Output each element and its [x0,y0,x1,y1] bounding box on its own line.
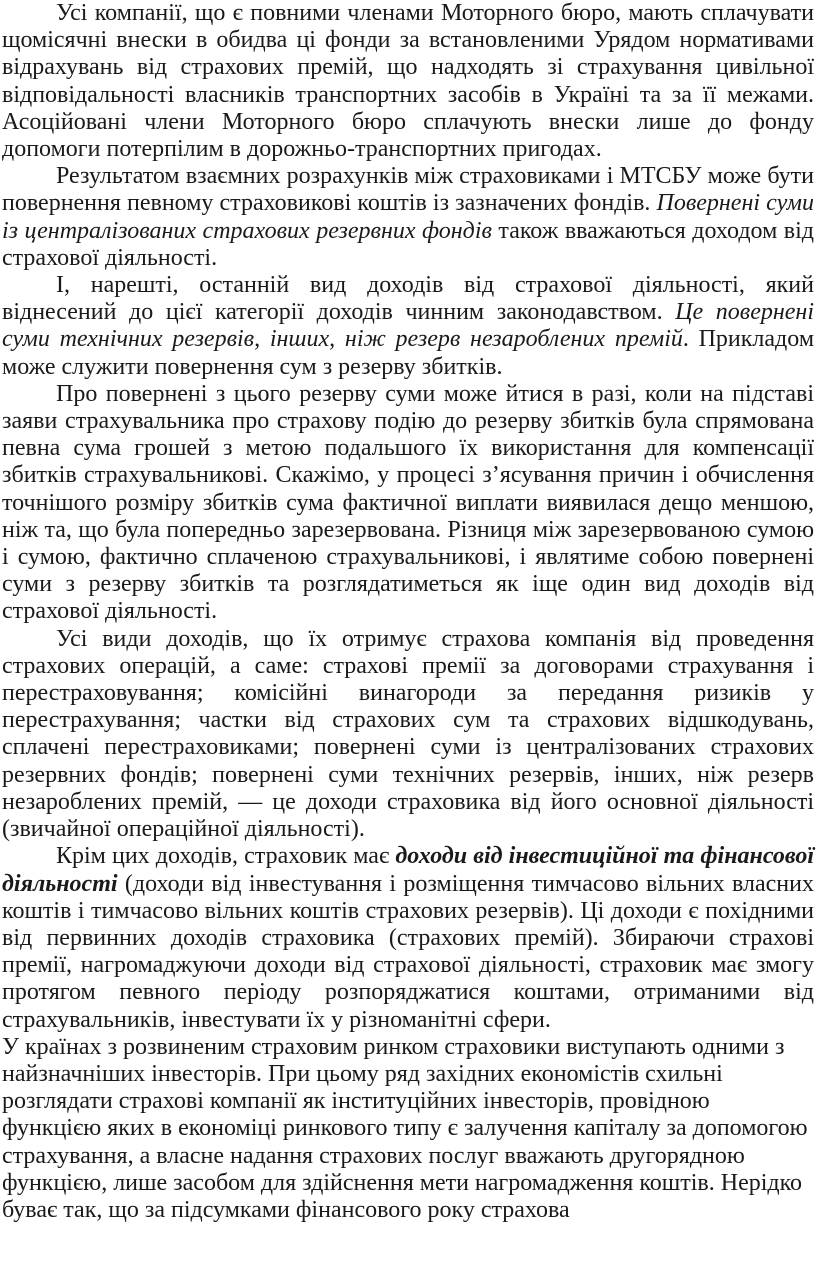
paragraph-technical-reserves [2,272,814,381]
paragraph-text: (доходи від інвестування і розміщення тимчасово вільних власних коштів і тимчасово вільних коштів страхових резервів). Ці доходи є похідними від первинних доходів страховика (страхових премій). Збираючи страхові премії, нагромаджуючи доходи від страхової діяльності, страховик має змогу протягом певного періоду розпоряджатися коштами, отриманими від страхувальників, інвестувати їх у різноманітні сфери. [2,870,814,1033]
bold-italic-term: доходи від інвестиційної та фінансової діяльності [2,843,814,897]
paragraph-text: І, нарешті, останній вид доходів від страхової діяльності, який віднесений до цієї категорії доходів чинним законодавством. [2,272,814,326]
paragraph-text: У країнах з розвиненим страховим ринком страховики виступають одними з найзначніших інвесторів. При цьому ряд західних економістів схильні розглядати страхові компанії як інституційних інвесторів, провідною функцією яких в економіці ринкового типу є залучення капіталу за допомогою страхування, а власне надання страхових послуг вважають другорядною функцією, лише засобом для здійснення мети нагромадження коштів. Нерідко буває так, що за підсумками фінансового року страхова [2,1033,808,1223]
paragraph-institutional-investors [2,1034,814,1224]
paragraph-text: Усі компанії, що є повними членами Моторного бюро, мають сплачувати щомісячні внески в обидва ці фонди за встановленими Урядом нормативами відрахувань від страхових премій, що надходять зі страхування цивільної відповідальності власників транспортних засобів в Україні та за її межами. Асоційовані члени Моторного бюро сплачують внески лише до фонду допомоги потерпілим в дорожньо-транспортних пригодах. [2,0,814,163]
paragraph-text: Усі види доходів, що їх отримує страхова компанія від проведення страхових операцій, а саме: страхові премії за договорами страхування і перестраховування; комісійні винагороди за передання ризиків у перестрахування; частки від страхових сум та страхових відшкодувань, сплачені перестраховиками; повернені суми із централізованих страхових резервних фондів; повернені суми технічних резервів, інших, ніж резерв незароблених премій, — це доходи страховика від його основної діяльності (звичайної операційної діяльності). [2,625,814,843]
paragraph-text: Про повернені з цього резерву суми може йтися в разі, коли на підставі заяви страхувальника про страхову подію до резерву збитків була спрямована певна сума грошей з метою подальшого їх використання для компенсації збитків страхувальникові. Скажімо, у процесі з’ясування причин і обчислення точнішого розміру збитків сума фактичної виплати виявилася дещо меншою, ніж та, що була попередньо зарезервована. Різниця між зарезервованою сумою і сумою, фактично сплаченою страхувальникові, і являтиме собою повернені суми з резерву збитків та розглядатиметься як іще один вид доходів від страхової діяльності. [2,380,814,625]
paragraph-investment-income [2,843,814,1033]
italic-term: Це повернені суми технічних резервів, інших, ніж резерв незароблених премій [2,299,814,353]
paragraph-text: . Прикладом може служити повернення сум з резерву збитків. [2,326,815,380]
paragraph-text: також вважаються доходом від страхової діяльності. [2,217,814,271]
paragraph-text: Крім цих доходів, страховик має [56,843,396,870]
paragraph-loss-reserve-returns [2,381,814,626]
paragraph-motor-bureau-contributions [2,0,814,163]
paragraph-insurance-income-types [2,626,814,844]
italic-term: Повернені суми із централізованих страхових резервних фондів [2,190,814,244]
paragraph-mtsbu-settlements [2,163,814,272]
paragraph-text: Результатом взаємних розрахунків між страховиками і МТСБУ може бути повернення певному страховикові коштів із зазначених фондів. [2,163,814,217]
